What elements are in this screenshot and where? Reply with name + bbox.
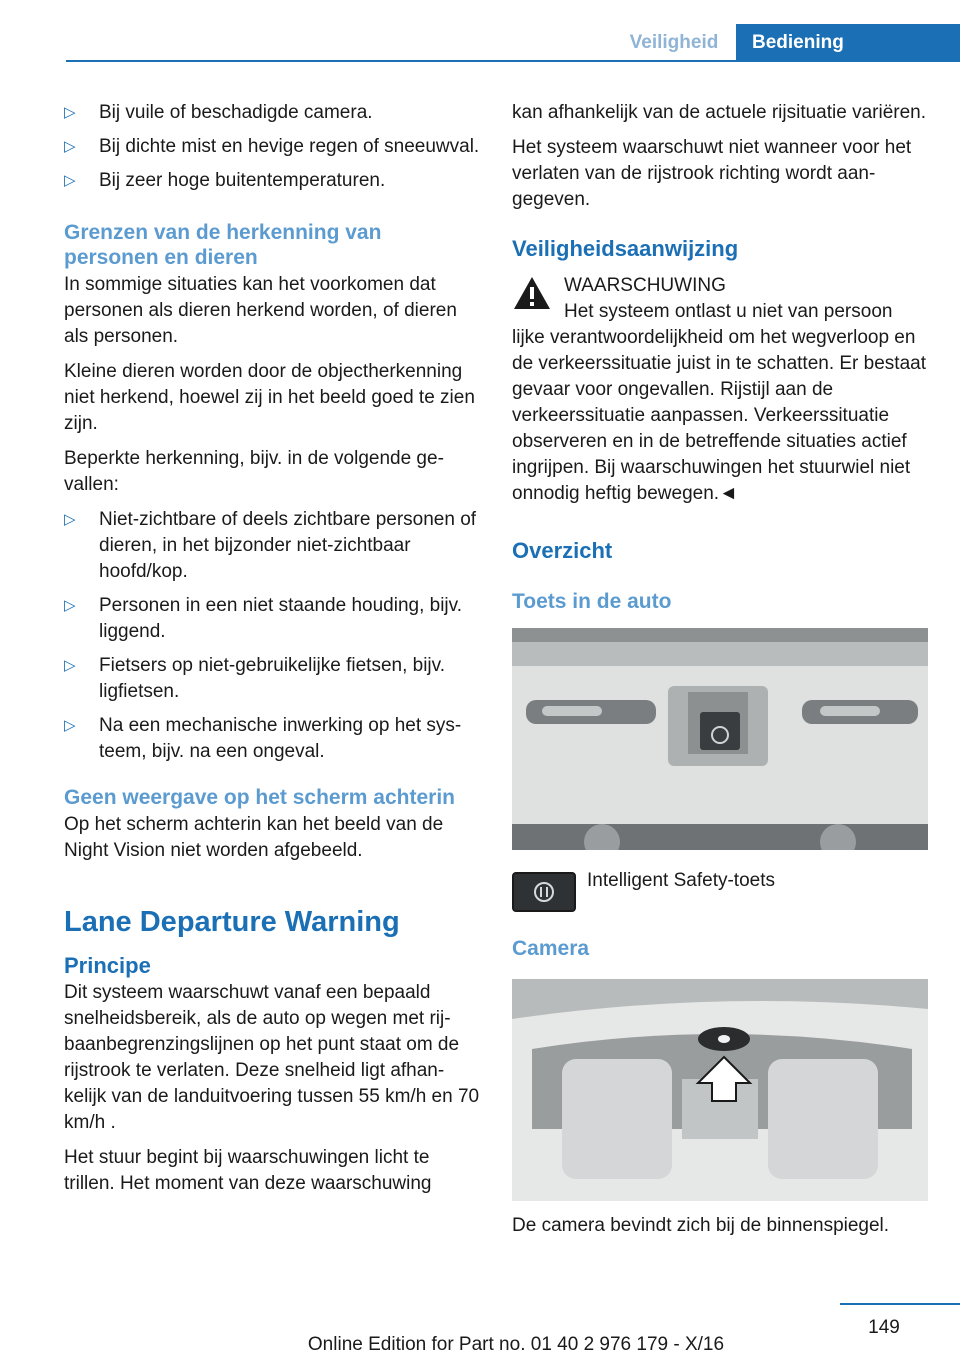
key-row <box>512 868 928 910</box>
tab-bediening[interactable]: Bediening <box>736 24 960 62</box>
warning-text-first: Het systeem ontlast u niet van persoon <box>564 301 893 322</box>
key-label: Intelligent Safety-toets <box>587 870 775 891</box>
heading-lane-departure: Lane Departure Warning <box>64 906 400 938</box>
heading-principe: Principe <box>64 953 151 978</box>
warning-triangle-icon <box>512 275 552 311</box>
warning-label: WAARSCHUWING <box>564 275 726 296</box>
list-item: ▷ Fietsers op niet-gebruikelijke fietsen, bijv. ligfietsen. <box>64 655 446 702</box>
page-number-rule <box>840 1303 960 1305</box>
list-item: ▷ Bij dichte mist en hevige regen of sneeuwval. <box>64 134 480 160</box>
paragraph: In sommige situaties kan het voorkomen dat personen als dieren herkend worden, of dieren als personen. <box>64 274 457 347</box>
warning-block <box>512 273 928 507</box>
paragraph: Het systeem waarschuwt niet wanneer voor het verlaten van de rijstrook richting wordt aangegeven. <box>512 137 912 210</box>
bullet-icon: ▷ <box>64 657 76 674</box>
bullet-icon: ▷ <box>64 597 76 614</box>
paragraph: Kleine dieren worden door de objectherkenning niet herkend, hoewel zij in het beeld goed te zien zijn. <box>64 361 475 434</box>
dashboard-photo <box>512 628 928 850</box>
list-item: ▷ Personen in een niet staande houding, bijv. liggend. <box>64 595 463 642</box>
bullet-icon: ▷ <box>64 717 76 734</box>
heading-toets: Toets in de auto <box>512 590 672 613</box>
header-rule <box>66 60 960 62</box>
paragraph: Het stuur begint bij waarschuwingen licht te trillen. Het moment van deze waarschuwing <box>64 1147 432 1194</box>
list-item: ▷ Niet-zichtbare of deels zichtbare personen of dieren, in het bijzonder niet-zichtbaar hoofd/kop. <box>64 509 477 582</box>
paragraph: Dit systeem waarschuwt vanaf een bepaald snelheidsbereik, als de auto op wegen met rijbaanbegrenzingslijnen op het punt staat om de rijstrook te verlaten. Deze snelheid ligt afhankelijk van de landuitvoering tussen 55 km/h en 70 km/h . <box>64 982 480 1133</box>
list-item: ▷ Bij vuile of beschadigde camera. <box>64 100 480 126</box>
tab-veiligheid[interactable]: Veiligheid <box>629 32 719 53</box>
heading-overzicht: Overzicht <box>512 538 613 563</box>
heading-camera: Camera <box>512 937 590 960</box>
camera-photo <box>512 979 928 1201</box>
right-column <box>512 100 928 1248</box>
intelligent-safety-key-icon <box>512 872 576 912</box>
paragraph: kan afhankelijk van de actuele rijsituatie variëren. <box>512 102 927 123</box>
list-item: ▷ Bij zeer hoge buitentemperaturen. <box>64 168 480 194</box>
heading-no-view: Geen weergave op het scherm achterin <box>64 786 455 809</box>
bullet-icon: ▷ <box>64 138 76 155</box>
left-column <box>64 100 480 1206</box>
bullet-icon: ▷ <box>64 511 76 528</box>
bullet-icon: ▷ <box>64 104 76 121</box>
page-number: 149 <box>868 1317 900 1338</box>
paragraph: Beperkte herkenning, bijv. in de volgende gevallen: <box>64 448 444 495</box>
paragraph: Op het scherm achterin kan het beeld van de Night Vision niet worden afgebeeld. <box>64 814 444 861</box>
heading-safety: Veiligheidsaanwijzing <box>512 236 739 261</box>
camera-caption: De camera bevindt zich bij de binnenspiegel. <box>512 1215 890 1236</box>
footer-edition: Online Edition for Part no. 01 40 2 976 179 - X/16 <box>307 1334 725 1355</box>
list-item: ▷ Na een mechanische inwerking op het systeem, bijv. na een ongeval. <box>64 715 462 762</box>
warning-text: lijke verantwoordelijkheid om het wegverloop en de verkeerssituatie juist in te schatten. Er bestaat gevaar voor ongevallen. Rijstijl aan de verkeerssituatie aanpassen. Verkeerssituatie observeren en in de betreffende situaties actief ingrijpen. Bij waarschuwingen het stuurwiel niet onnodig heftig bewegen.◄ <box>512 327 926 504</box>
heading-limits: Grenzen van de herkenning van personen en dieren <box>64 221 382 269</box>
bullet-icon: ▷ <box>64 172 76 189</box>
